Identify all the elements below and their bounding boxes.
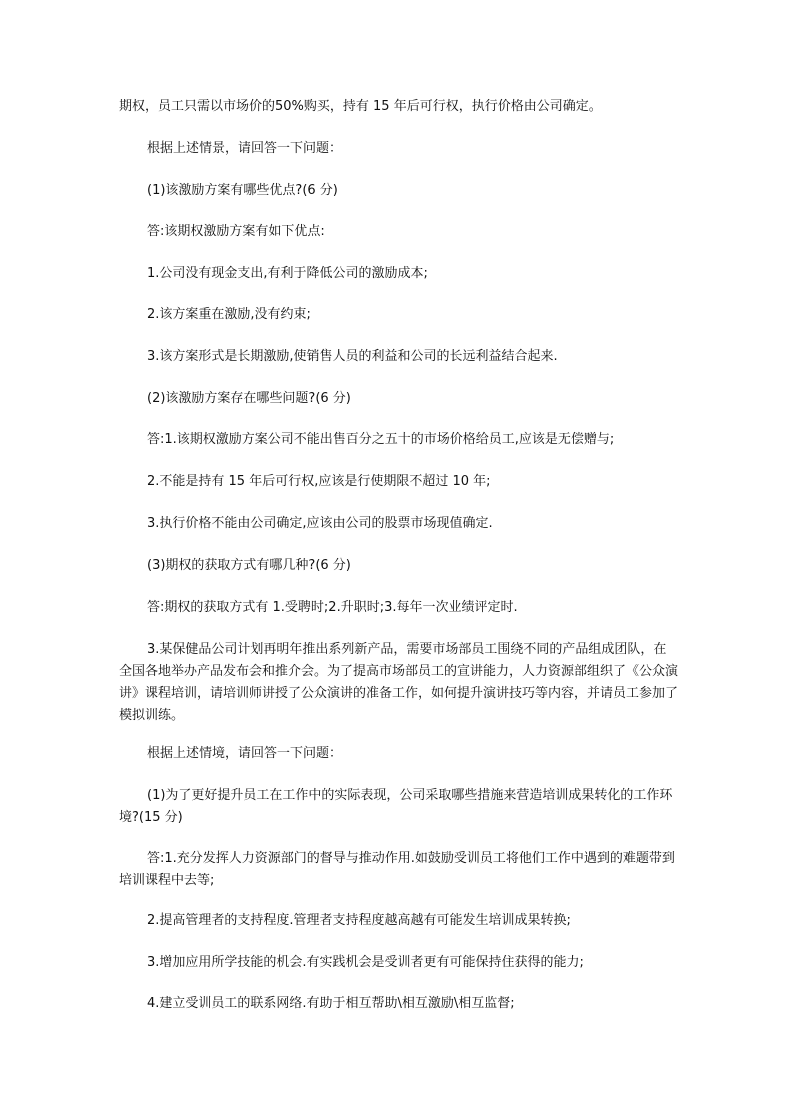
question-case-3-1: (1)为了更好提升员工在工作中的实际表现，公司采取哪些措施来营造培训成果转化的工作环境?(15 分) xyxy=(119,788,673,825)
answer-case-3-item-2: 2.提高管理者的支持程度.管理者支持程度越高越有可能发生培训成果转换; xyxy=(147,913,571,928)
question-2: (2)该激励方案存在哪些问题?(6 分) xyxy=(147,391,351,406)
answer-1-intro: 答:该期权激励方案有如下优点: xyxy=(147,224,325,239)
answer-3: 答:期权的获取方式有 1.受聘时;2.升职时;3.每年一次业绩评定时. xyxy=(147,600,518,615)
answer-2-item-1: 答:1.该期权激励方案公司不能出售百分之五十的市场价格给员工,应该是无偿赠与; xyxy=(147,432,615,447)
answer-2-item-2: 2.不能是持有 15 年后可行权,应该是行使期限不超过 10 年; xyxy=(147,474,491,489)
answer-case-3-item-3: 3.增加应用所学技能的机会.有实践机会是受训者更有可能保持住获得的能力; xyxy=(147,955,584,970)
answer-1-item-1: 1.公司没有现金支出,有利于降低公司的激励成本; xyxy=(147,266,428,281)
answer-1-item-3: 3.该方案形式是长期激励,使销售人员的利益和公司的长远利益结合起来. xyxy=(147,349,558,364)
paragraph-1: 期权，员工只需以市场价的50%购买，持有 15 年后可行权，执行价格由公司确定。 xyxy=(119,99,602,114)
answer-2-item-3: 3.执行价格不能由公司确定,应该由公司的股票市场现值确定. xyxy=(147,516,493,531)
answer-1-item-2: 2.该方案重在激励,没有约束; xyxy=(147,307,311,322)
question-1: (1)该激励方案有哪些优点?(6 分) xyxy=(147,183,338,198)
answer-case-3-item-1: 答:1.充分发挥人力资源部门的督导与推动作用.如鼓励受训员工将他们工作中遇到的难题带到培训课程中去等; xyxy=(119,851,675,888)
question-3: (3)期权的获取方式有哪几种?(6 分) xyxy=(147,558,351,573)
answer-case-3-item-4: 4.建立受训员工的联系网络.有助于相互帮助\相互激励\相互监督; xyxy=(147,996,515,1011)
case-3-scenario: 3.某保健品公司计划再明年推出系列新产品，需要市场部员工围绕不同的产品组成团队，在全国各地举办产品发布会和推介会。为了提高市场部员工的宣讲能力，人力资源部组织了《公众演讲》课程培训，请培训师讲授了公众演讲的准备工作，如何提升演讲技巧等内容，并请员工参加了模拟训练。 xyxy=(119,642,679,723)
paragraph-2: 根据上述情景，请回答一下问题： xyxy=(147,141,343,156)
scenario-prompt: 根据上述情境，请回答一下问题： xyxy=(147,746,343,761)
